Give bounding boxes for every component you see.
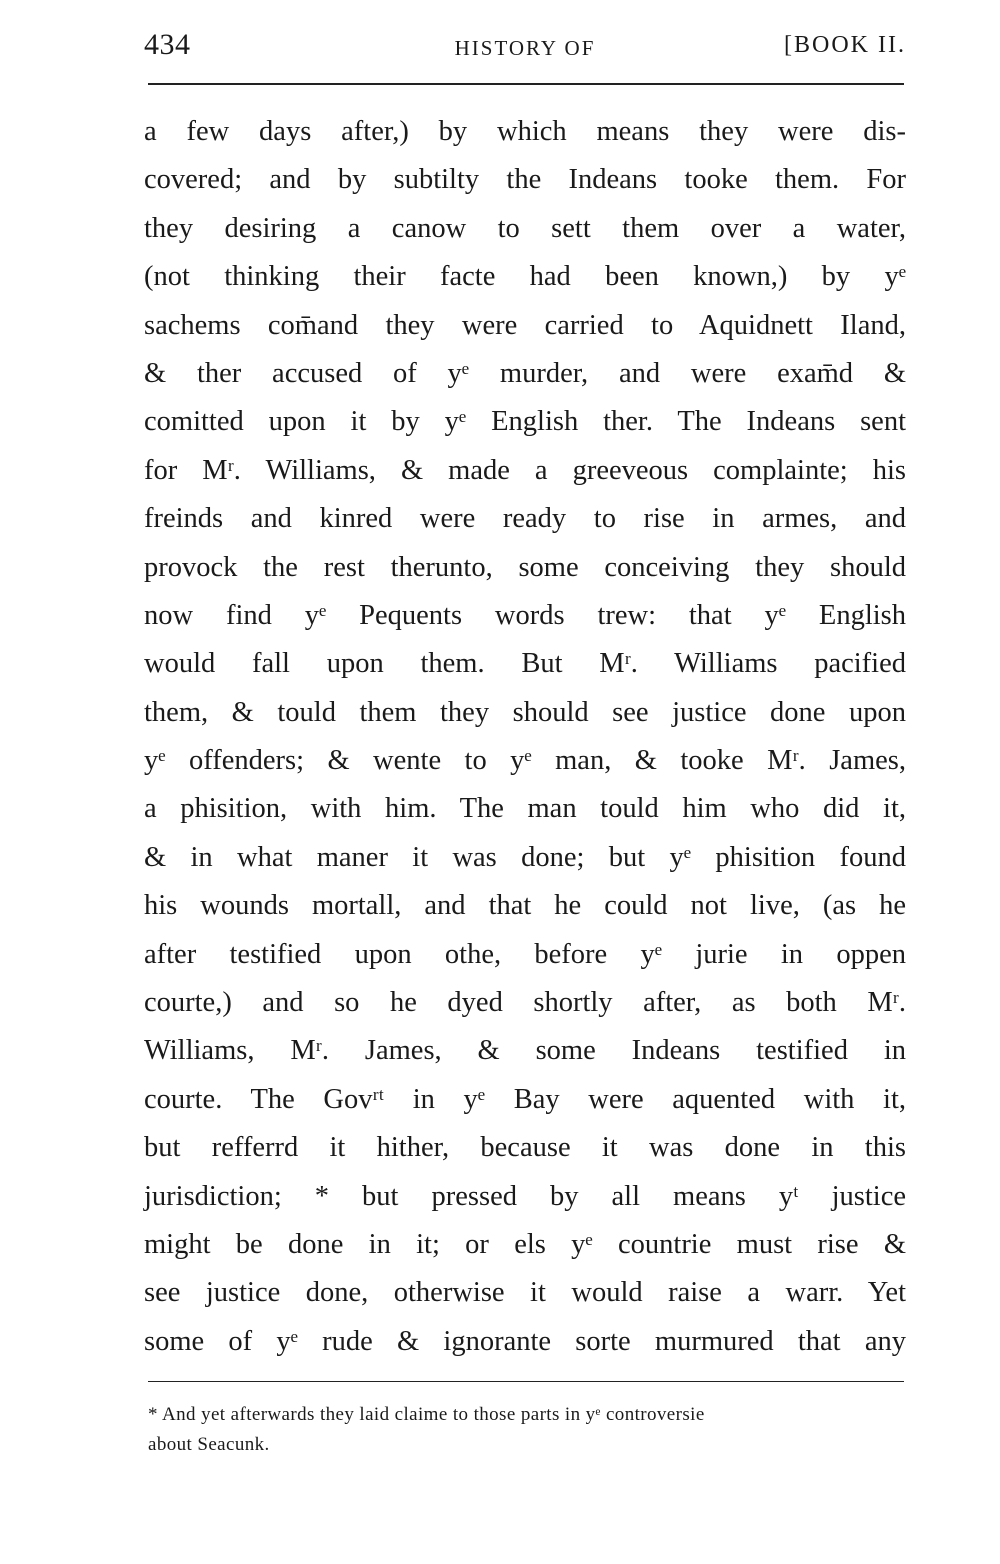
- text-line: jurisdiction; * but pressed by all means yᵗ justice: [144, 1180, 906, 1212]
- text-line: them, & tould them they should see justice done upon: [144, 696, 906, 728]
- text-line: sachems com̄and they were carried to Aquidnett Iland,: [144, 309, 906, 341]
- section-label: [BOOK II.: [784, 32, 906, 58]
- text-line: comitted upon it by yᵉ English ther. The Indeans sent: [144, 406, 906, 438]
- body-text: [144, 108, 906, 1366]
- header-rule: [148, 83, 904, 85]
- text-line: after testified upon othe, before yᵉ jurie in oppen: [144, 938, 906, 970]
- text-line: they desiring a canow to sett them over a water,: [144, 212, 906, 244]
- text-line: courte. The Govʳᵗ in yᵉ Bay were aquented with it,: [144, 1083, 906, 1115]
- footnote-line: * And yet afterwards they laid claime to those parts in yᵉ controversie: [148, 1404, 705, 1425]
- text-line: & ther accused of yᵉ murder, and were exam̄d &: [144, 357, 906, 389]
- text-line: for Mʳ. Williams, & made a greeveous complainte; his: [144, 454, 906, 486]
- text-line: would fall upon them. But Mʳ. Williams pacified: [144, 648, 906, 680]
- page-header: [144, 28, 906, 68]
- text-line: a phisition, with him. The man tould him who did it,: [144, 793, 906, 825]
- text-line: some of yᵉ rude & ignorante sorte murmured that any: [144, 1325, 906, 1357]
- footnote: [148, 1400, 908, 1460]
- footnote-line: about Seacunk.: [148, 1434, 270, 1455]
- text-line: & in what maner it was done; but yᵉ phisition found: [144, 841, 906, 873]
- text-line: see justice done, otherwise it would raise a warr. Yet: [144, 1277, 906, 1309]
- text-line: freinds and kinred were ready to rise in armes, and: [144, 503, 906, 535]
- text-line: a few days after,) by which means they were dis-: [144, 116, 906, 147]
- text-line: Williams, Mʳ. James, & some Indeans testified in: [144, 1035, 906, 1067]
- text-line: provock the rest therunto, some conceiving they should: [144, 551, 906, 583]
- running-title: HISTORY OF: [454, 36, 596, 60]
- text-line: yᵉ offenders; & wente to yᵉ man, & tooke Mʳ. James,: [144, 745, 906, 777]
- text-line: (not thinking their facte had been known,) by yᵉ: [144, 261, 906, 293]
- page-number: 434: [144, 28, 191, 61]
- text-line: might be done in it; or els yᵉ countrie must rise &: [144, 1228, 906, 1260]
- text-line: but refferrd it hither, because it was done in this: [144, 1132, 906, 1164]
- text-line: his wounds mortall, and that he could not live, (as he: [144, 890, 906, 922]
- text-line: now find yᵉ Pequents words trew: that yᵉ English: [144, 599, 906, 631]
- footnote-rule: [148, 1381, 904, 1382]
- text-line: covered; and by subtilty the Indeans tooke them. For: [144, 164, 906, 196]
- text-line: courte,) and so he dyed shortly after, as both Mʳ.: [144, 987, 906, 1019]
